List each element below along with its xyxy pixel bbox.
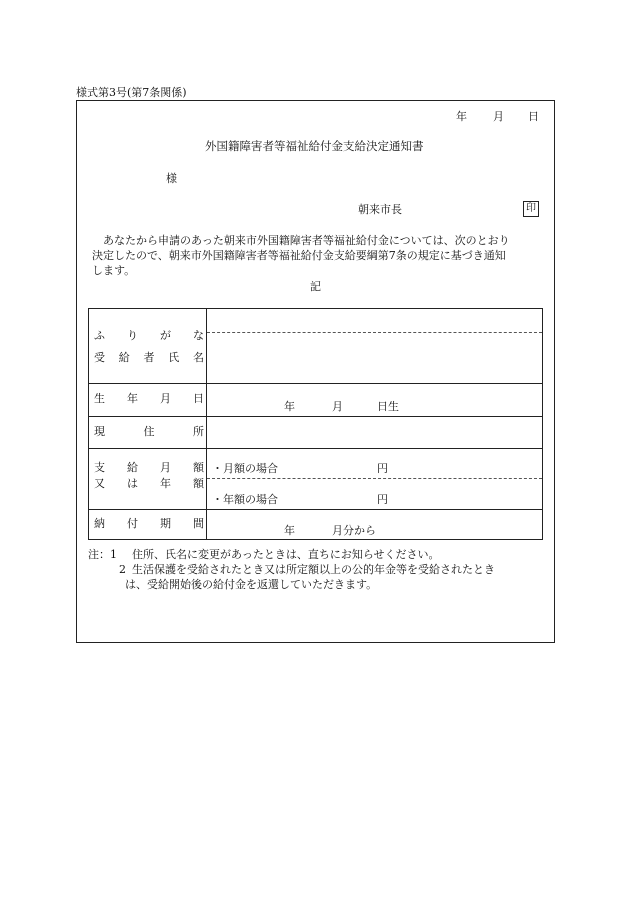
address-label-char: 現 [94, 425, 105, 438]
date-day-label: 日 [528, 110, 539, 123]
name-label-char: 受 [94, 351, 105, 364]
birth-day-label: 日生 [377, 400, 399, 413]
amount-label-char: 又 [94, 477, 105, 490]
amount-dashed-line [207, 478, 542, 479]
note-1: 住所、氏名に変更があったときは、直ちにお知らせください。 [132, 548, 440, 561]
body-line-1: あなたから申請のあった朝来市外国籍障害者等福祉給付金については、次のとおり [92, 234, 510, 247]
amount-label-char: 月 [160, 461, 171, 474]
name-label-char: 給 [118, 351, 130, 364]
amount-label-char: は [127, 477, 138, 490]
annual-case-label: ・年額の場合 [212, 493, 278, 506]
birth-month-label: 月 [332, 400, 343, 413]
table-column-divider [206, 308, 207, 540]
body-line-3: します。 [92, 264, 136, 277]
date-year-label: 年 [456, 110, 467, 123]
amount-label-line-1 [94, 462, 204, 473]
address-label-char: 住 [143, 425, 155, 438]
amount-label-char: 額 [193, 461, 204, 474]
birth-label-char: 月 [160, 392, 171, 405]
birth-label-char: 日 [193, 392, 204, 405]
monthly-yen-label: 円 [377, 462, 388, 475]
issuer-name: 朝来市長 [358, 203, 402, 216]
table-border-right [542, 308, 543, 540]
table-row-divider-4 [88, 509, 543, 510]
details-table [88, 308, 543, 540]
table-row-divider-1 [88, 383, 543, 384]
recipient-suffix: 様 [166, 172, 177, 185]
ki-label: 記 [310, 280, 321, 293]
period-label-char: 納 [94, 517, 105, 530]
date-month-label: 月 [493, 110, 504, 123]
amount-label-char: 年 [160, 477, 171, 490]
address-label-char: 所 [193, 425, 204, 438]
name-label-char: 名 [193, 351, 204, 364]
period-label-char: 間 [193, 517, 204, 530]
furigana-dashed-line [207, 332, 542, 333]
address-label [94, 426, 204, 437]
period-label-char: 付 [127, 517, 138, 530]
amount-label-char: 給 [127, 461, 138, 474]
period-label-char: 期 [160, 517, 171, 530]
birthdate-label [94, 393, 204, 404]
table-border-bottom [88, 539, 543, 540]
amount-label-char: 額 [193, 477, 204, 490]
name-label-char: 者 [143, 351, 155, 364]
body-line-2: 決定したので、朝来市外国籍障害者等福祉給付金支給要綱第7条の規定に基づき通知 [92, 249, 506, 262]
recipient-name-label [94, 352, 204, 363]
table-border-top [88, 308, 543, 309]
furigana-char: な [193, 329, 204, 342]
birth-label-char: 生 [94, 392, 105, 405]
furigana-char: が [160, 329, 171, 342]
furigana-label [94, 330, 204, 341]
document-title: 外国籍障害者等福祉給付金支給決定通知書 [205, 139, 424, 153]
monthly-case-label: ・月額の場合 [212, 462, 278, 475]
annual-yen-label: 円 [377, 493, 388, 506]
period-month-from-label: 月分から [332, 524, 376, 537]
table-row-divider-2 [88, 416, 543, 417]
note-2-number: 2 [119, 563, 126, 576]
table-row-divider-3 [88, 448, 543, 449]
furigana-char: り [127, 329, 138, 342]
amount-label-char: 支 [94, 461, 105, 474]
furigana-char: ふ [94, 329, 105, 342]
birth-year-label: 年 [284, 400, 295, 413]
table-border-left [88, 308, 89, 540]
note-2-line-1: 生活保護を受給されたとき又は所定額以上の公的年金等を受給されたとき [132, 563, 495, 576]
form-label: 様式第3号(第7条関係) [76, 86, 187, 99]
amount-label-line-2 [94, 478, 204, 489]
period-year-label: 年 [284, 524, 295, 537]
name-label-char: 氏 [168, 351, 180, 364]
birth-label-char: 年 [127, 392, 138, 405]
official-seal-box: 印 [523, 201, 539, 217]
payment-period-label [94, 518, 204, 529]
note-2-line-2: は、受給開始後の給付金を返還していただきます。 [125, 578, 378, 591]
note-prefix: 注：1 [88, 548, 117, 561]
